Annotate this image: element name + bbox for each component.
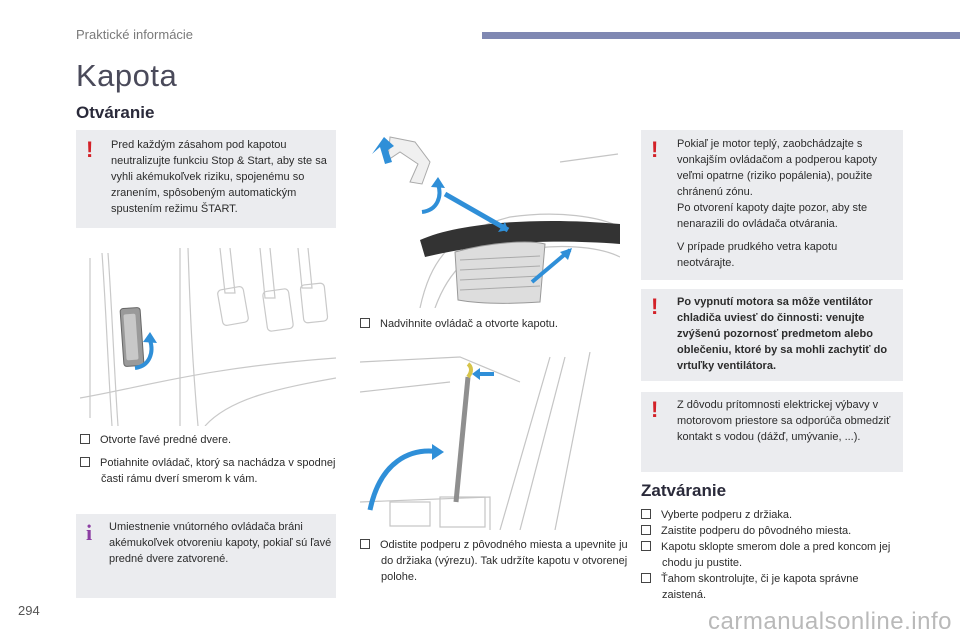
info-box-interior-release bbox=[76, 514, 336, 598]
step-lift-lever bbox=[360, 316, 620, 332]
door-release-illustration bbox=[80, 248, 336, 426]
checkbox-icon bbox=[80, 457, 90, 467]
watermark: carmanualsonline.info bbox=[708, 608, 952, 635]
checkbox-icon bbox=[641, 573, 651, 583]
closing-step: Kapotu sklopte smerom dole a pred koncom jej chodu ju pustite. bbox=[641, 539, 903, 571]
step-text: Odistite podperu z pôvodného miesta a upevnite ju do držiaka (výrezu). Tak udržíte kapotu v otvorenej polohe. bbox=[380, 539, 628, 583]
closing-step: Ťahom skontrolujte, či je kapota správne zaistená. bbox=[641, 571, 903, 603]
warning-box-hot-engine bbox=[641, 130, 903, 280]
info-text: Umiestnenie vnútorného ovládača bráni akémukoľvek otvoreniu kapoty, pokiaľ sú ľavé predné dvere zatvorené. bbox=[109, 521, 332, 565]
hood-release-illustration bbox=[360, 132, 620, 308]
warning-box-stop-start bbox=[76, 130, 336, 228]
page-number: 294 bbox=[18, 603, 40, 618]
checkbox-icon bbox=[641, 541, 651, 551]
page-title: Kapota bbox=[76, 58, 178, 93]
closing-step: Vyberte podperu z držiaka. bbox=[641, 507, 903, 523]
warning-box-electrical bbox=[641, 392, 903, 472]
step-text: Nadvihnite ovládač a otvorte kapotu. bbox=[380, 318, 558, 330]
section-header: Praktické informácie bbox=[76, 27, 194, 42]
step-text: Potiahnite ovládač, ktorý sa nachádza v spodnej časti rámu dverí smerom k vám. bbox=[100, 457, 336, 485]
step-secure-stay bbox=[360, 537, 641, 585]
warning-icon: ! bbox=[86, 137, 94, 162]
checkbox-icon bbox=[360, 539, 370, 549]
warning-icon: ! bbox=[651, 294, 659, 319]
warning-text: Pred každým zásahom pod kapotou neutralizujte funkciu Stop & Start, aby ste sa vyhli akémukoľvek riziku, spojenému so zranením, spôsobeným automatickým spustením režimu ŠTART. bbox=[111, 139, 327, 215]
step-text: Otvorte ľavé predné dvere. bbox=[100, 434, 232, 446]
checkbox-icon bbox=[360, 318, 370, 328]
warning-text-3: V prípade prudkého vetra kapotu neotvárajte. bbox=[677, 241, 838, 269]
step-open-door bbox=[80, 432, 336, 448]
checkbox-icon bbox=[80, 434, 90, 444]
hood-stay-illustration bbox=[360, 352, 620, 530]
warning-text-1: Pokiaľ je motor teplý, zaobchádzajte s vonkajším ovládačom a podperou kapoty veľmi opatrne (riziko popálenia), použite chránenú zónu. bbox=[677, 138, 877, 198]
closing-step: Zaistite podperu do pôvodného miesta. bbox=[641, 523, 903, 539]
checkbox-icon bbox=[641, 525, 651, 535]
warning-text: Z dôvodu prítomnosti elektrickej výbavy v motorovom priestore sa odporúča obmedziť kontakt s vodou (dážď, umývanie, ...). bbox=[677, 399, 891, 443]
info-icon: i bbox=[86, 520, 93, 545]
closing-steps bbox=[641, 507, 903, 603]
closing-title: Zatváranie bbox=[641, 481, 727, 500]
opening-title: Otváranie bbox=[76, 103, 155, 122]
header-bar bbox=[482, 32, 960, 39]
step-pull-lever bbox=[80, 455, 357, 487]
warning-text-2: Po otvorení kapoty dajte pozor, aby ste nenarazili do ovládača otvárania. bbox=[677, 202, 868, 230]
warning-text: Po vypnutí motora sa môže ventilátor chladiča uviesť do činnosti: venujte zvýšenú pozornosť predmetom alebo oblečeniu, ktoré by sa mohli zachytiť do vrtuľky ventilátora. bbox=[677, 296, 888, 372]
warning-icon: ! bbox=[651, 137, 659, 162]
checkbox-icon bbox=[641, 509, 651, 519]
warning-icon: ! bbox=[651, 397, 659, 422]
warning-box-fan bbox=[641, 289, 903, 381]
